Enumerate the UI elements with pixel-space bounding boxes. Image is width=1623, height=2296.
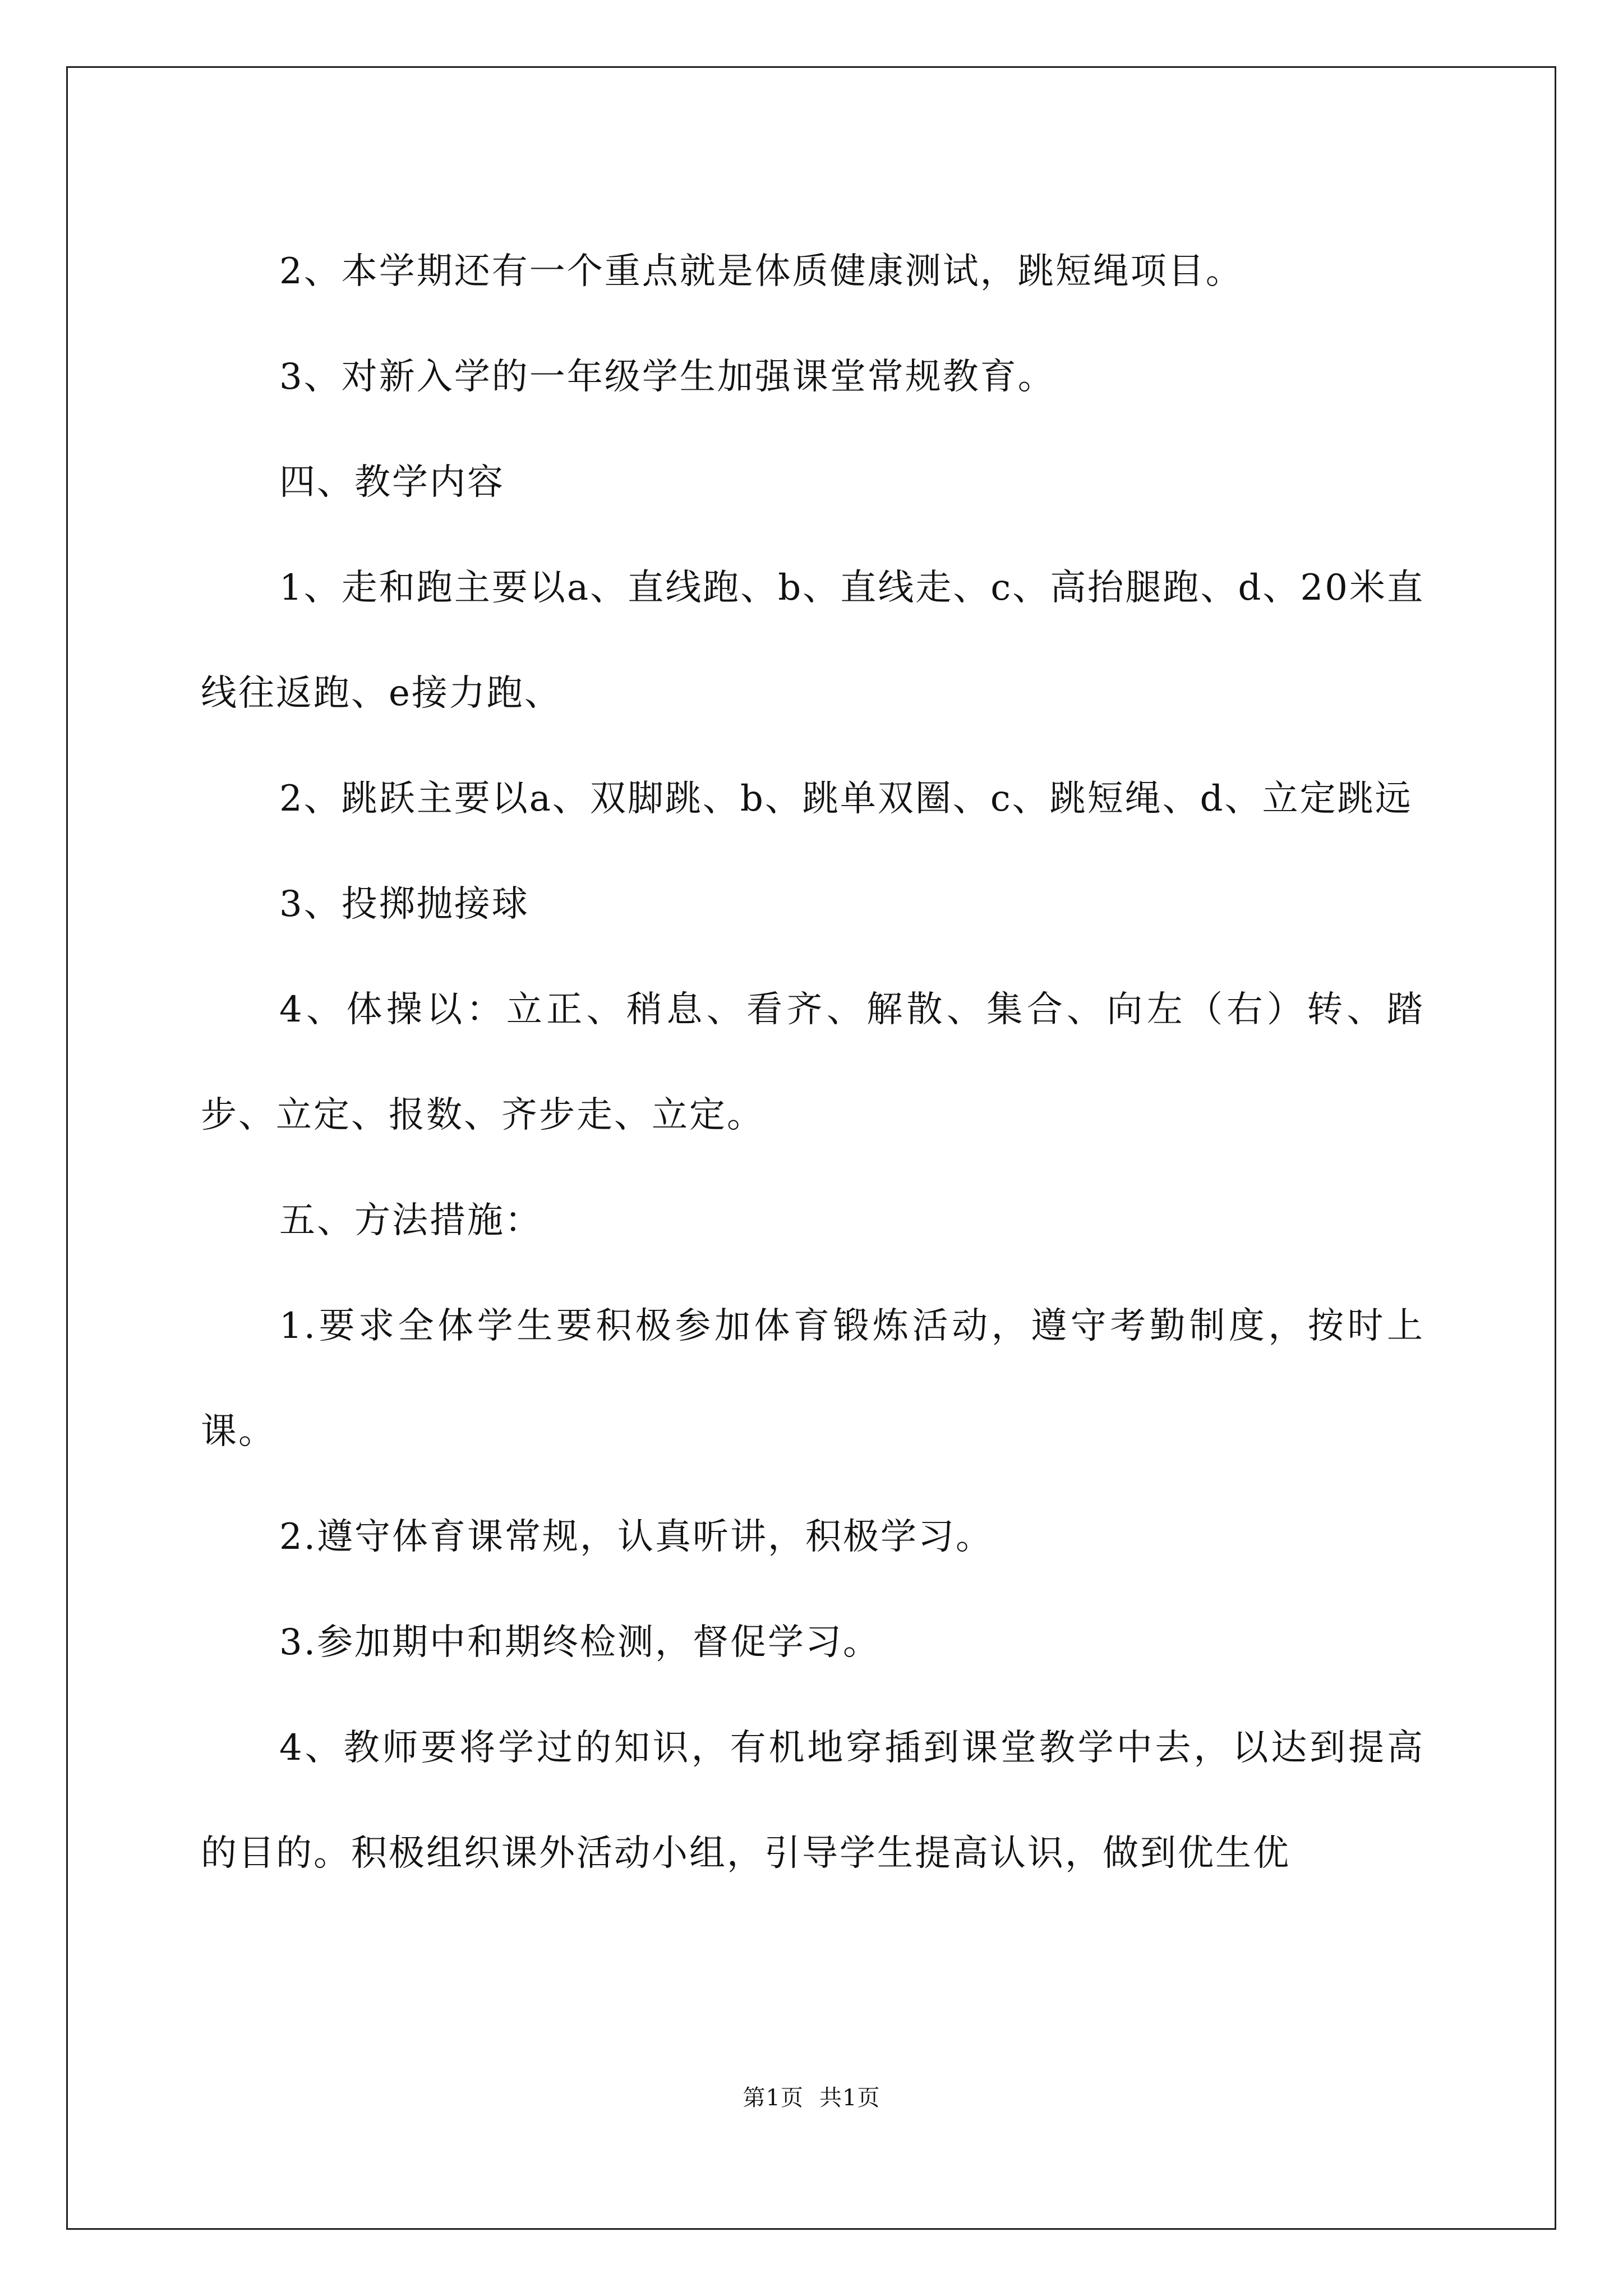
paragraph: 4、体操以：立正、稍息、看齐、解散、集合、向左（右）转、踏步、立定、报数、齐步走、立定。	[201, 989, 1424, 1136]
section-heading: 五、方法措施：	[279, 1200, 542, 1241]
paragraph: 2、本学期还有一个重点就是体质健康测试，跳短绳项目。	[279, 251, 1243, 292]
paragraph: 4、教师要将学过的知识，有机地穿插到课堂教学中去，以达到提高的目的。积极组织课外活动小组，引导学生提高认识，做到优生优	[201, 1727, 1424, 1874]
paragraph: 2.遵守体育课常规，认真听讲，积极学习。	[279, 1516, 994, 1558]
page-total: 共1页	[819, 2085, 880, 2111]
paragraph: 3、对新入学的一年级学生加强课堂常规教育。	[279, 356, 1055, 398]
paragraph: 1.要求全体学生要积极参加体育锻炼活动，遵守考勤制度，按时上课。	[201, 1305, 1424, 1452]
paragraph: 3、投掷抛接球	[279, 884, 529, 925]
paragraph: 2、跳跃主要以a、双脚跳、b、跳单双圈、c、跳短绳、d、立定跳远	[279, 778, 1413, 820]
paragraph: 1、走和跑主要以a、直线跑、b、直线走、c、高抬腿跑、d、20米直线往返跑、e接力跑、	[201, 567, 1424, 714]
page-footer	[0, 2081, 1623, 2115]
paragraph: 3.参加期中和期终检测，督促学习。	[279, 1622, 881, 1663]
document-body	[201, 219, 1424, 1906]
section-heading: 四、教学内容	[279, 462, 505, 503]
page-number: 第1页	[743, 2085, 804, 2111]
